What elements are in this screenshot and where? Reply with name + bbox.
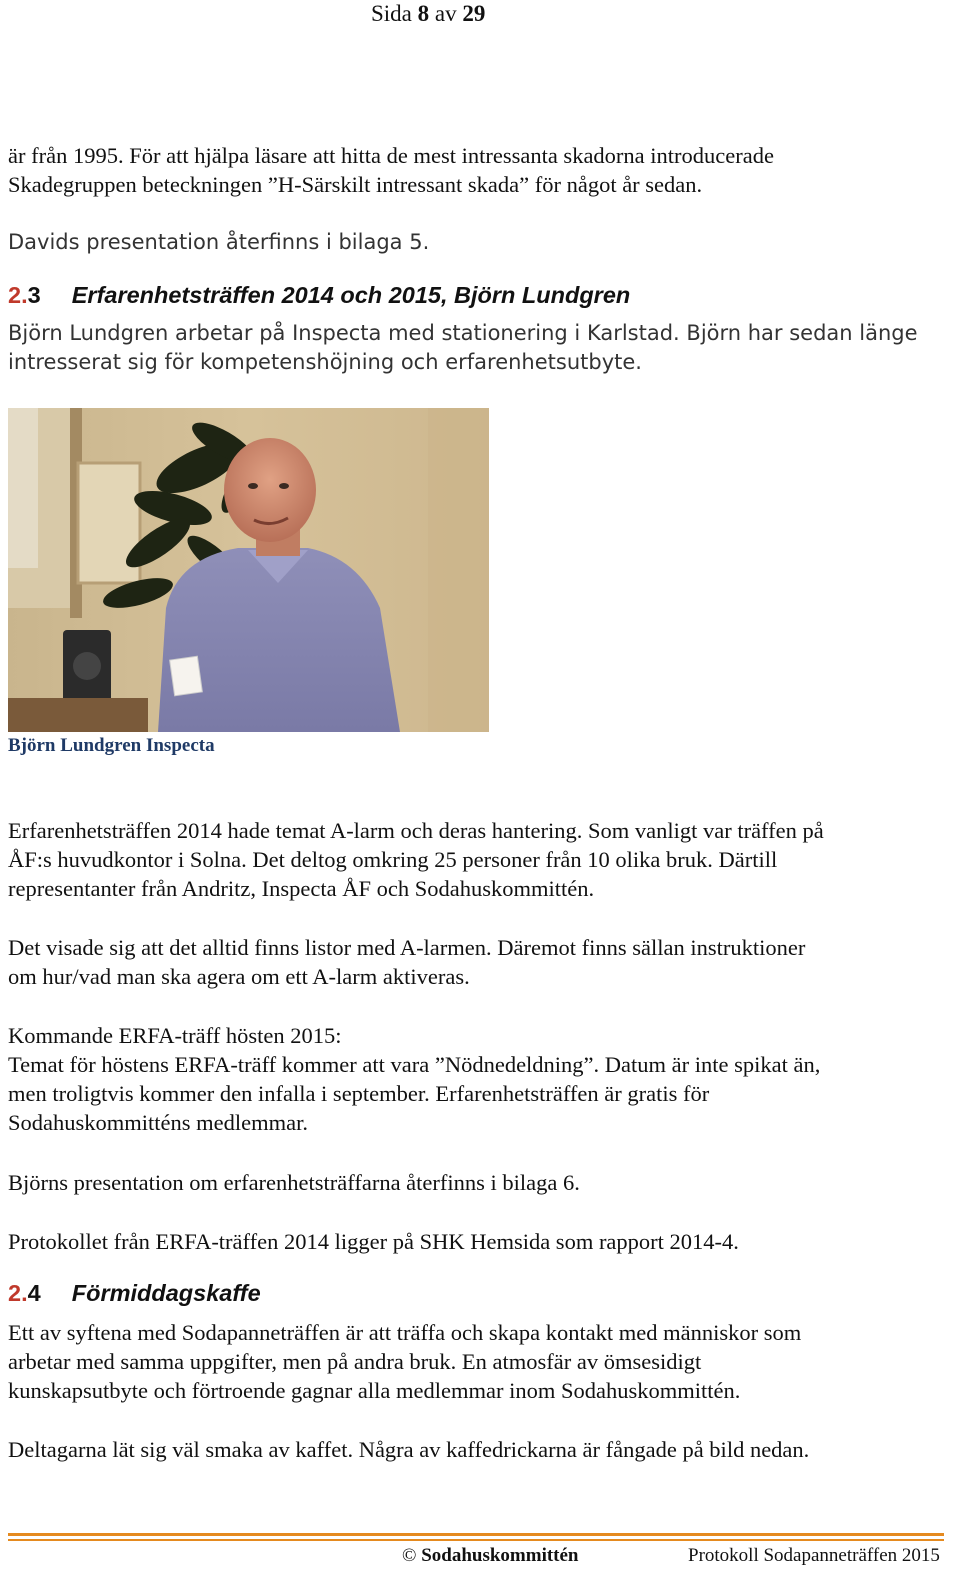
section-number-minor: 3 — [27, 282, 41, 308]
footer-right: Protokoll Sodapanneträffen 2015 — [688, 1545, 940, 1566]
paragraph-line: kunskapsutbyte och förtroende gagnar alla medlemmar inom Sodahuskommittén. — [8, 1378, 741, 1403]
total-pages: 29 — [462, 1, 486, 26]
paragraph-line: Davids presentation återfinns i bilaga 5. — [8, 230, 430, 254]
paragraph-line: intresserat sig för kompetenshöjning och erfarenhetsutbyte. — [8, 350, 642, 374]
section-heading-2-4 — [8, 1280, 261, 1307]
paragraph-line: om hur/vad man ska agera om ett A-larm aktiveras. — [8, 964, 470, 989]
section-number-minor: 4 — [27, 1280, 41, 1306]
paragraph-line: är från 1995. För att hjälpa läsare att hitta de mest intressanta skadorna introducerade — [8, 143, 774, 168]
paragraph-line: ÅF:s huvudkontor i Solna. Det deltog omkring 25 personer från 10 olika bruk. Därtill — [8, 847, 778, 872]
page-of: av — [434, 1, 457, 26]
paragraph-line: Kommande ERFA-träff hösten 2015: — [8, 1023, 342, 1048]
paragraph-line: Temat för höstens ERFA-träff kommer att vara ”Nödnedeldning”. Datum är inte spikat än, — [8, 1052, 821, 1077]
photo-caption: Björn Lundgren Inspecta — [8, 735, 215, 756]
paragraph-line: Ett av syftena med Sodapanneträffen är att träffa och skapa kontakt med människor som — [8, 1320, 802, 1345]
paragraph-line: Erfarenhetsträffen 2014 hade temat A-larm och deras hantering. Som vanligt var träffen på — [8, 818, 824, 843]
section-title: Förmiddagskaffe — [71, 1280, 261, 1306]
footer-rule — [8, 1533, 944, 1536]
paragraph-line: Det visade sig att det alltid finns listor med A-larmen. Däremot finns sällan instruktioner — [8, 935, 806, 960]
paragraph-line: Protokollet från ERFA-träffen 2014 ligger på SHK Hemsida som rapport 2014-4. — [8, 1229, 739, 1254]
footer-left — [402, 1545, 579, 1567]
section-number-major: 2. — [8, 1280, 28, 1306]
page-number — [371, 0, 485, 29]
paragraph-line: Deltagarna lät sig väl smaka av kaffet. Några av kaffedrickarna är fångade på bild nedan. — [8, 1437, 810, 1462]
section-number-major: 2. — [8, 282, 28, 308]
paragraph-line: arbetar med samma uppgifter, men på andra bruk. En atmosfär av ömsesidigt — [8, 1349, 702, 1374]
paragraph-line: representanter från Andritz, Inspecta ÅF och Sodahuskommittén. — [8, 876, 595, 901]
paragraph-line: Skadegruppen beteckningen ”H-Särskilt intressant skada” för något år sedan. — [8, 172, 703, 197]
footer-org: Sodahuskommittén — [421, 1545, 579, 1566]
page-prefix: Sida — [371, 1, 412, 26]
section-title: Erfarenhetsträffen 2014 och 2015, Björn Lundgren — [71, 282, 631, 308]
paragraph-line: Björns presentation om erfarenhetsträffarna återfinns i bilaga 6. — [8, 1170, 580, 1195]
section-heading-2-3 — [8, 282, 630, 309]
current-page: 8 — [417, 1, 430, 26]
footer-rule — [8, 1539, 944, 1541]
portrait-photo — [8, 408, 489, 732]
paragraph-line: Sodahuskommitténs medlemmar. — [8, 1110, 308, 1135]
copyright-symbol: © — [402, 1545, 417, 1566]
paragraph-line: Björn Lundgren arbetar på Inspecta med stationering i Karlstad. Björn har sedan länge — [8, 321, 918, 345]
paragraph-line: men troligtvis kommer den infalla i september. Erfarenhetsträffen är gratis för — [8, 1081, 710, 1106]
